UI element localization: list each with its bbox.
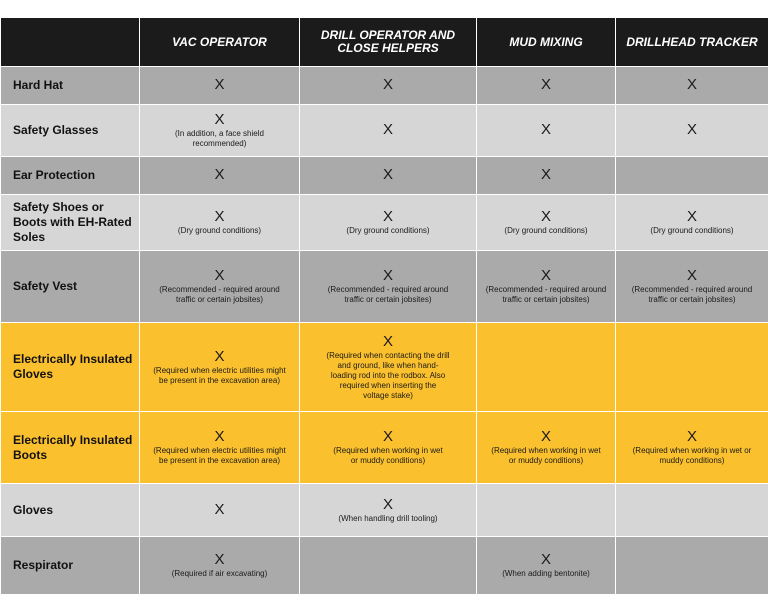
cell-mark: X — [214, 551, 225, 568]
cell-mark: X — [540, 551, 551, 568]
cell-mark: X — [382, 76, 393, 93]
header-mud-mixing: MUD MIXING — [477, 18, 616, 67]
cell-note: (Required when working in wet or muddy conditions) — [333, 446, 443, 465]
cell-mark: X — [382, 267, 393, 284]
cell-note: (Recommended - required around traffic or certain jobsites) — [327, 285, 449, 304]
row-label: Gloves — [1, 484, 140, 537]
row-insulated-gloves — [1, 323, 768, 412]
row-hard-hat — [1, 67, 768, 105]
cell-mark: X — [540, 121, 551, 138]
cell-mark: X — [214, 347, 225, 365]
cell-note: (Dry ground conditions) — [650, 226, 734, 235]
cell — [300, 195, 477, 251]
cell-note: (When adding bentonite) — [502, 569, 590, 578]
cell-note: (When handling drill tooling) — [338, 513, 438, 523]
cell — [300, 412, 477, 484]
cell — [300, 323, 477, 412]
cell — [140, 251, 300, 323]
cell-note: (Required when contacting the drill and ground, like when hand-loading rod into the rodbox. Also required when inserting the voltage stake) — [326, 350, 450, 400]
cell — [477, 323, 616, 412]
header-vac-operator: VAC OPERATOR — [140, 18, 300, 67]
cell — [616, 157, 768, 195]
cell-mark: X — [540, 166, 551, 183]
cell-note: (Recommended - required around traffic or certain jobsites) — [485, 285, 607, 304]
cell-note: (Recommended - required around traffic or certain jobsites) — [159, 285, 280, 304]
cell — [477, 484, 616, 537]
row-ear-protection — [1, 157, 768, 195]
cell-mark: X — [382, 428, 393, 445]
cell — [140, 105, 300, 157]
cell — [140, 157, 300, 195]
cell-mark: X — [686, 121, 697, 138]
row-safety-shoes — [1, 195, 768, 251]
cell-mark: X — [214, 166, 225, 183]
cell — [477, 412, 616, 484]
row-label: Hard Hat — [1, 67, 140, 105]
header-corner — [1, 18, 140, 67]
cell — [140, 323, 300, 412]
row-label: Respirator — [1, 537, 140, 595]
cell-mark: X — [382, 166, 393, 183]
cell — [140, 537, 300, 595]
cell-mark: X — [214, 208, 225, 225]
cell-mark: X — [214, 267, 225, 284]
cell — [140, 195, 300, 251]
cell — [616, 67, 768, 105]
row-insulated-boots — [1, 412, 768, 484]
cell — [616, 195, 768, 251]
row-label: Electrically Insulated Gloves — [1, 323, 140, 412]
cell — [300, 484, 477, 537]
header-drillhead-tracker: DRILLHEAD TRACKER — [616, 18, 768, 67]
cell-mark: X — [540, 76, 551, 93]
cell — [616, 323, 768, 412]
cell-mark: X — [214, 111, 225, 128]
row-gloves — [1, 484, 768, 537]
cell-note: (In addition, a face shield recommended) — [175, 129, 264, 148]
cell — [300, 251, 477, 323]
cell — [140, 67, 300, 105]
cell — [477, 537, 616, 595]
cell — [300, 105, 477, 157]
cell — [140, 412, 300, 484]
cell — [477, 67, 616, 105]
cell-mark: X — [540, 428, 551, 445]
cell-note: (Recommended - required around traffic or certain jobsites) — [631, 285, 753, 304]
cell — [477, 157, 616, 195]
cell — [477, 195, 616, 251]
cell — [616, 537, 768, 595]
cell — [616, 105, 768, 157]
row-label: Safety Shoes or Boots with EH-Rated Soles — [1, 195, 140, 251]
cell-note: (Dry ground conditions) — [177, 226, 262, 235]
cell-mark: X — [214, 500, 225, 518]
cell-mark: X — [214, 428, 225, 445]
cell-note: (Dry ground conditions) — [504, 226, 588, 235]
row-respirator — [1, 537, 768, 595]
row-label: Ear Protection — [1, 157, 140, 195]
cell-note: (Required when working in wet or muddy conditions) — [632, 446, 752, 465]
cell-mark: X — [686, 267, 697, 284]
cell-mark: X — [686, 208, 697, 225]
cell — [300, 537, 477, 595]
row-safety-glasses — [1, 105, 768, 157]
cell-note: (Required when electric utilities might be present in the excavation area) — [153, 365, 286, 385]
cell — [300, 157, 477, 195]
cell-mark: X — [540, 208, 551, 225]
cell — [300, 67, 477, 105]
row-label: Safety Vest — [1, 251, 140, 323]
cell-mark: X — [540, 267, 551, 284]
header-row — [1, 18, 768, 67]
row-label: Safety Glasses — [1, 105, 140, 157]
cell — [140, 484, 300, 537]
cell-mark: X — [382, 332, 393, 350]
cell-mark: X — [686, 428, 697, 445]
cell — [616, 484, 768, 537]
cell — [477, 105, 616, 157]
ppe-requirements-table — [0, 17, 768, 595]
cell-note: (Dry ground conditions) — [346, 226, 430, 235]
cell-mark: X — [382, 121, 393, 138]
row-label: Electrically Insulated Boots — [1, 412, 140, 484]
cell-mark: X — [214, 76, 225, 93]
cell-note: (Required when electric utilities might be present in the excavation area) — [153, 446, 286, 465]
cell-note: (Required when working in wet or muddy conditions) — [491, 446, 601, 465]
cell-note: (Required if air excavating) — [171, 569, 268, 578]
cell — [616, 412, 768, 484]
cell — [477, 251, 616, 323]
row-safety-vest — [1, 251, 768, 323]
cell — [616, 251, 768, 323]
cell-mark: X — [382, 495, 393, 513]
cell-mark: X — [382, 208, 393, 225]
header-drill-operator: DRILL OPERATOR AND CLOSE HELPERS — [300, 18, 477, 67]
cell-mark: X — [686, 76, 697, 93]
